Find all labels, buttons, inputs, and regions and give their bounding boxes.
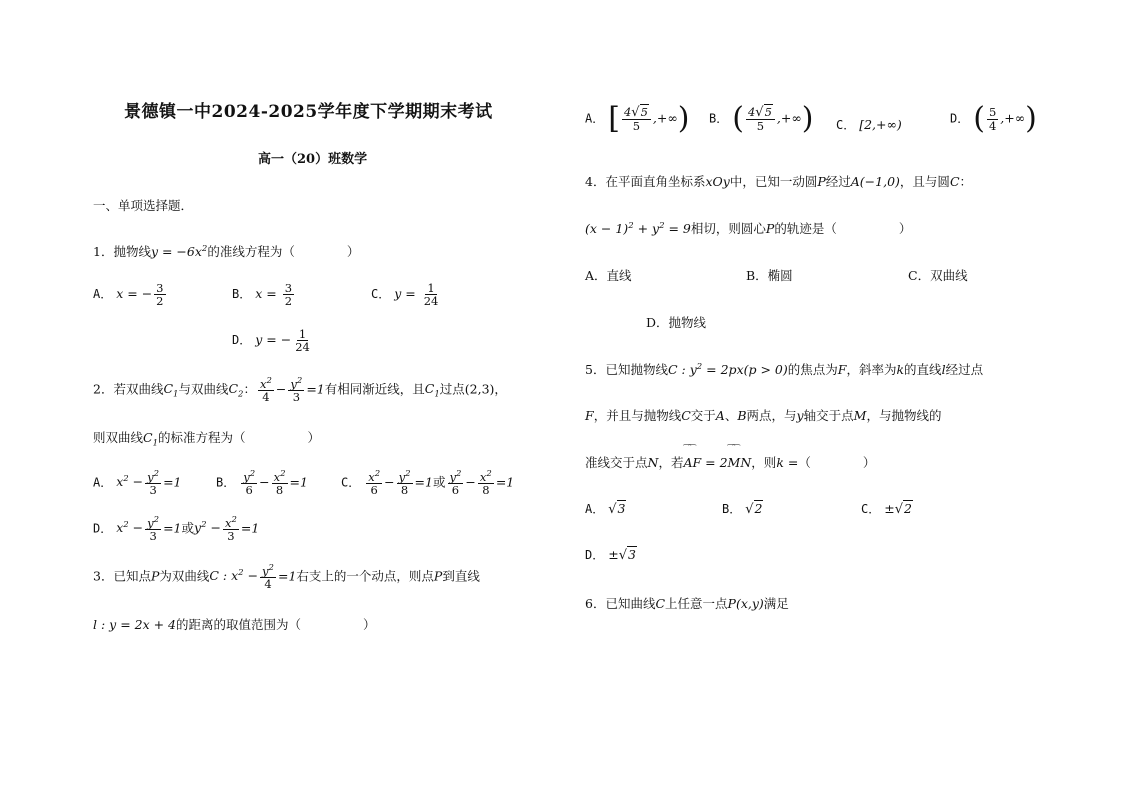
q5-option-b[interactable]: B． √2 <box>722 501 763 517</box>
q1-option-d[interactable]: D． y = − $\frac{1}{24}$ <box>232 327 310 355</box>
question-5-line2: F，并且与抛物线C交于A、B两点，与y轴交于点M，与抛物线的 <box>585 408 942 423</box>
q4-option-a[interactable]: A．直线 <box>585 268 632 283</box>
section-heading: 一、单项选择题． <box>93 198 194 213</box>
question-4: 4．在平面直角坐标系xOy中，已知一动圆P经过A(−1,0)，且与圆C： <box>585 174 973 189</box>
question-3-line2: l : y = 2x + 4的距离的取值范围为（ ） <box>93 617 376 632</box>
q3-option-a[interactable]: A． [ $\frac{4√5}{5}$ ,+∞) <box>585 101 690 136</box>
q3-option-b[interactable]: B． ( $\frac{4√5}{5}$ ,+∞) <box>709 101 814 136</box>
question-2: 2．若双曲线$C_1$与双曲线$C_2$： $\frac{x^2}{4}$ − $\frac{y^2}{3}$ =1有相同渐近线，且$C_1$过点(2,3)， <box>93 376 507 404</box>
q5-option-a[interactable]: A． √3 <box>585 501 626 517</box>
question-6: 6．已知曲线C上任意一点P(x,y)满足 <box>585 596 789 611</box>
question-1: 1．抛物线$y = -6x^2$的准线方程为（ ） <box>93 243 360 259</box>
q4-option-c[interactable]: C．双曲线 <box>908 268 968 283</box>
exam-title: 景德镇一中2024-2025学年度下学期期末考试 <box>124 102 493 122</box>
q5-option-c[interactable]: C． ±√2 <box>861 501 912 517</box>
question-3: 3．已知点P为双曲线C : $x^2$ − $\frac{y^2}{4}$ =1右支上的一个动点，则点P到直线 <box>93 563 480 591</box>
q4-option-b[interactable]: B．椭圆 <box>746 268 793 283</box>
q1-option-c[interactable]: C． y = $\frac{1}{24}$ <box>371 281 439 309</box>
question-5-line3: 准线交于点N，若⁀⁀ AF = 2⁀⁀ MN，则k =（ ） <box>585 453 875 471</box>
q5-option-d[interactable]: D． ±√3 <box>585 547 636 563</box>
q1-option-a[interactable]: A． x = − $\frac{3}{2}$ <box>93 281 164 309</box>
q2-option-a[interactable]: A． $x^2$ − $\frac{y^2}{3}$ =1 <box>93 469 182 497</box>
q3-option-c[interactable]: C． [2,+∞) <box>836 117 902 132</box>
q4-option-d[interactable]: D．抛物线 <box>646 315 707 330</box>
question-5: 5．已知抛物线C : $y^2 = 2px(p > 0)$的焦点为F，斜率为k的直线l经过点 <box>585 361 984 377</box>
q3-option-d[interactable]: D． ( $\frac{5}{4}$ ,+∞) <box>950 101 1037 136</box>
question-4-line2: $(x - 1)^2 + y^2 = 9$相切，则圆心P的轨迹是（ ） <box>585 220 912 236</box>
q2-option-b[interactable]: B． $\frac{y^2}{6}$ − $\frac{x^2}{8}$ =1 <box>216 469 308 497</box>
exam-subtitle: 高一（20）班数学 <box>258 152 368 167</box>
q2-option-c[interactable]: C． $\frac{x^2}{6}$ − $\frac{y^2}{8}$ =1或 $\frac{y^2}{6}$ − $\frac{x^2}{8}$ =1 <box>341 469 515 497</box>
q2-option-d[interactable]: D． $x^2$ − $\frac{y^2}{3}$ =1或$y^2$ − $\frac{x^2}{3}$ =1 <box>93 515 260 543</box>
question-2-line2: 则双曲线$C_1$的标准方程为（ ） <box>93 430 321 449</box>
q1-option-b[interactable]: B． x = $\frac{3}{2}$ <box>232 281 293 309</box>
